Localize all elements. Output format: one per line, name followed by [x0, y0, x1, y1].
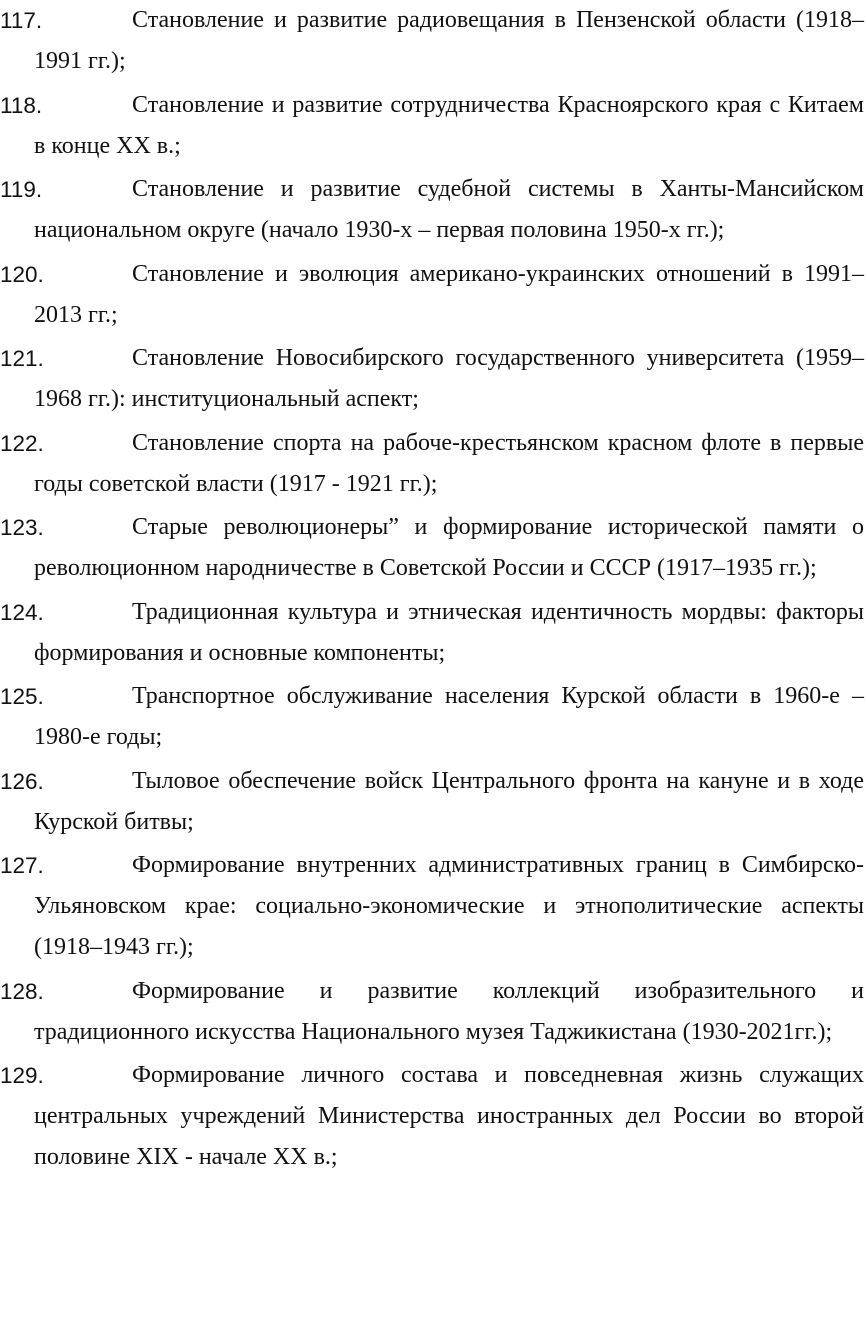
item-text: Становление и развитие судебной системы в Ханты-Мансийском национальном округе (начало 1930-х – первая половина 1950-х гг.); — [34, 176, 864, 243]
item-text: Становление и эволюция американо-украинских отношений в 1991–2013 гг.; — [34, 260, 864, 328]
item-number: 122. — [0, 430, 44, 456]
item-number: 123. — [0, 515, 44, 540]
item-text: Традиционная культура и этническая идентичность мордвы: факторы формирования и основные компоненты; — [34, 598, 864, 666]
item-number: 125. — [0, 684, 44, 709]
list-item — [0, 761, 864, 843]
list-item — [0, 845, 864, 968]
list-item — [0, 507, 864, 589]
list-item — [0, 0, 864, 82]
list-item — [0, 971, 864, 1053]
list-item — [0, 338, 864, 420]
item-text: Становление и развитие сотрудничества Красноярского края с Китаем в конце XX в.; — [34, 91, 864, 159]
item-number: 127. — [0, 853, 44, 878]
item-text: Становление спорта на рабоче-крестьянском красном флоте в первые годы советской власти (1917 - 1921 гг.); — [34, 429, 864, 497]
item-text: Становление и развитие радиовещания в Пензенской области (1918–1991 гг.); — [34, 7, 864, 74]
item-text: Становление Новосибирского государственного университета (1959–1968 гг.): институциональный аспект; — [34, 345, 864, 412]
list-item — [0, 85, 864, 167]
item-number: 117. — [0, 8, 43, 33]
item-number: 124. — [0, 599, 44, 625]
item-number: 119. — [0, 177, 43, 202]
item-number: 121. — [0, 346, 44, 371]
list-item — [0, 423, 864, 505]
list-item — [0, 169, 864, 251]
item-number: 126. — [0, 768, 44, 794]
item-text: Формирование личного состава и повседневная жизнь служащих центральных учреждений Министерства иностранных дел России во второй половине XIX - начале XX в.; — [34, 1062, 864, 1170]
item-text: Старые революционеры” и формирование исторической памяти о революционном народничестве в Советской России и СССР (1917–1935 гг.); — [34, 514, 864, 581]
item-text: Тыловое обеспечение войск Центрального фронта на кануне и в ходе Курской битвы; — [34, 767, 864, 835]
item-number: 118. — [0, 92, 43, 118]
item-number: 120. — [0, 261, 44, 287]
item-number: 128. — [0, 978, 44, 1004]
list-item — [0, 676, 864, 758]
list-item — [0, 1055, 864, 1178]
item-text: Формирование внутренних административных границ в Симбирско-Ульяновском крае: социально-экономические и этнополитические аспекты (1918–1943 гг.); — [34, 852, 864, 960]
item-text: Транспортное обслуживание населения Курской области в 1960-е – 1980-е годы; — [34, 683, 864, 750]
list-item — [0, 254, 864, 336]
item-text: Формирование и развитие коллекций изобразительного и традиционного искусства Национального музея Таджикистана (1930-2021гг.); — [34, 977, 864, 1045]
item-number: 129. — [0, 1063, 44, 1088]
list-item — [0, 592, 864, 674]
